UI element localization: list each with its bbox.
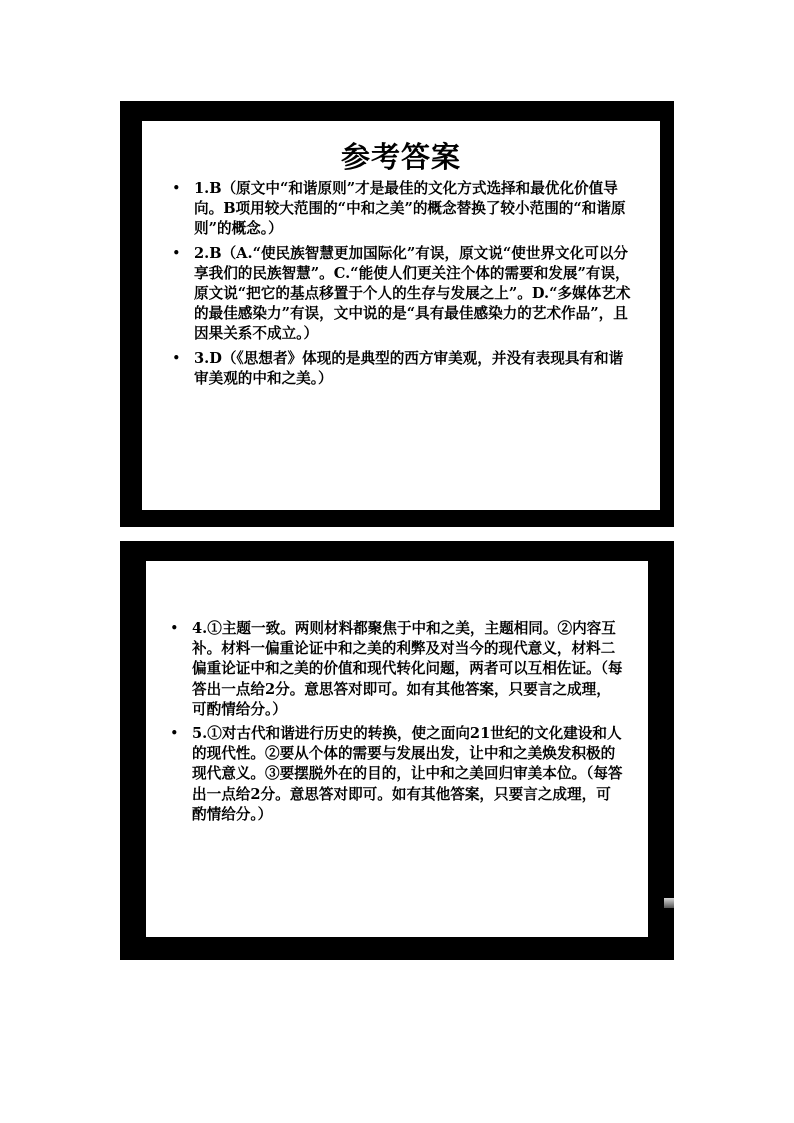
bullet-icon: •	[170, 620, 179, 637]
answer-text: 5.①对古代和谐进行历史的转换，使之面向21世纪的文化建设和人的现代性。②要从个体的需要与发展出发，让中和之美焕发积极的现代意义。③要摆脱外在的目的，让中和之美回归审美本位。（每答出一点给2分。意思答对即可。如有其他答案，只要言之成理，可酌情给分。）	[192, 725, 623, 823]
bullet-icon: •	[170, 725, 179, 743]
answer-item-5	[170, 724, 625, 825]
slide-1-content	[142, 121, 660, 510]
answer-item-3	[172, 349, 632, 389]
answer-text: 3.D（《思想者》体现的是典型的西方审美观，并没有表现具有和谐审美观的中和之美。）	[194, 349, 624, 387]
answer-text: 1.B（原文中“和谐原则”才是最佳的文化方式选择和最优化价值导向。B项用较大范围的“中和之美”的概念替换了较小范围的“和谐原则”的概念。）	[194, 180, 626, 238]
slide-edge-marker	[664, 898, 674, 908]
answer-item-4	[170, 619, 625, 720]
slide-1	[120, 101, 674, 527]
bullet-icon: •	[172, 244, 181, 262]
answer-item-2	[172, 244, 632, 345]
slide-title: 参考答案	[340, 140, 461, 174]
bullet-icon: •	[172, 349, 181, 367]
answer-text: 2.B（A.“使民族智慧更加国际化”有误，原文说“使世界文化可以分享我们的民族智慧”。C.“能使人们更关注个体的需要和发展”有误，原文说“把它的基点移置于个人的生存与发展之上”。D.“多媒体艺术的最佳感染力”有误，文中说的是“具有最佳感染力的艺术作品”，且因果关系不成立。）	[194, 244, 631, 343]
answer-text: 4.①主题一致。两则材料都聚焦于中和之美，主题相同。②内容互补。材料一偏重论证中和之美的利弊及对当今的现代意义，材料二偏重论证中和之美的价值和现代转化问题，两者可以互相佐证。（每答出一点给2分。意思答对即可。如有其他答案，只要言之成理，可酌情给分。）	[192, 620, 623, 718]
answer-item-1	[172, 179, 632, 240]
slide-2	[120, 541, 674, 960]
slide-2-content	[146, 561, 648, 937]
bullet-icon: •	[172, 180, 181, 197]
answer-list	[172, 179, 632, 393]
answer-list	[170, 619, 625, 829]
